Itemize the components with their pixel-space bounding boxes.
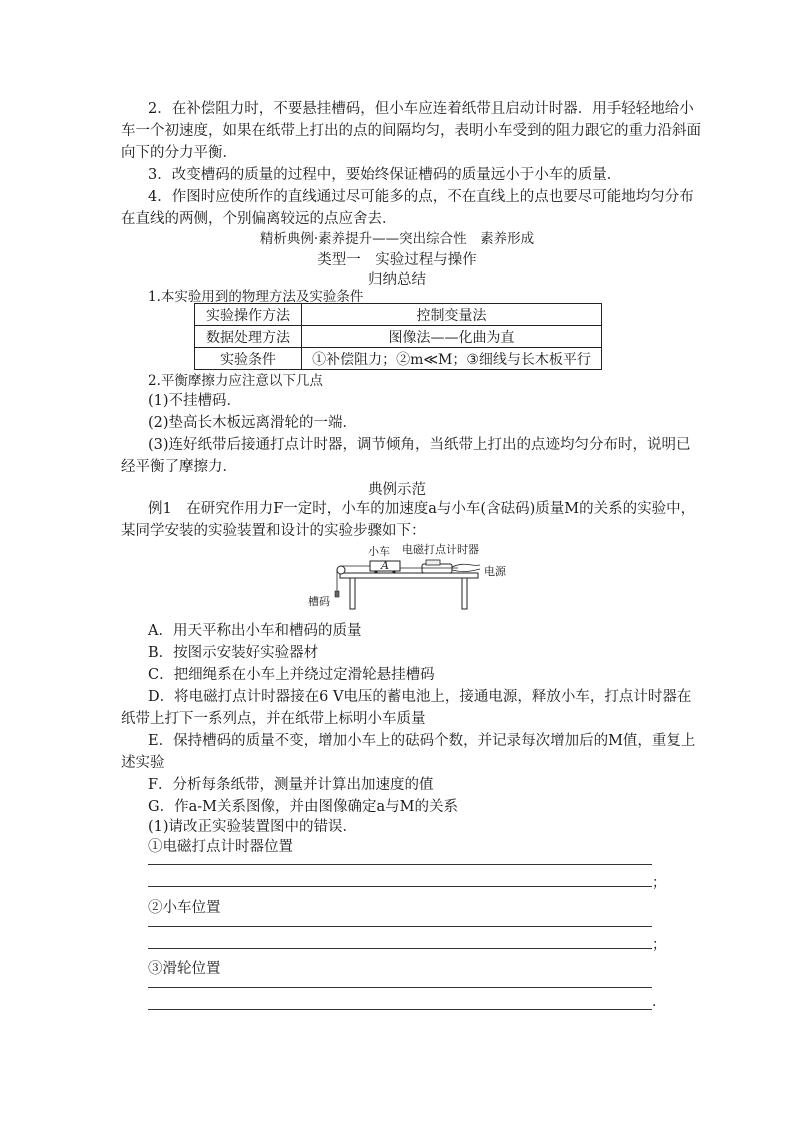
summary-point-1-title: 1.本实验用到的物理方法及实验条件 [148,289,364,305]
sub-question-3: ③滑轮位置 [148,961,221,977]
figure-label-car: 小车 [368,545,390,558]
note-2-line-1: 2．在补偿阻力时，不要悬挂槽码，但小车应连着纸带且启动计时器．用手轻轻地给小 [148,101,694,117]
answer-line[interactable] [148,926,652,927]
step-item: B．按图示安装好实验器材 [148,645,319,661]
step-item: C．把细绳系在小车上并绕过定滑轮悬挂槽码 [148,667,435,683]
answer-line[interactable] [148,948,652,949]
table-row [195,326,602,348]
step-item: 述实验 [121,755,165,771]
table-cell: 图像法——化曲为直 [302,326,602,348]
summary-item: (3)连好纸带后接通打点计时器，调节倾角，当纸带上打出的点迹均匀分布时，说明已 [148,437,691,453]
step-item: 纸带上打下一系列点，并在纸带上标明小车质量 [121,711,426,727]
summary-item: (2)垫高长木板远离滑轮的一端． [148,415,358,431]
example-block-heading: 典例示范 [368,482,426,498]
summary-heading: 归纳总结 [368,272,426,288]
table-cell: 控制变量法 [302,304,602,326]
figure-label-timer: 电磁打点计时器 [402,543,479,556]
line-end-mark: ； [652,875,666,891]
table-row [195,348,602,370]
answer-line[interactable] [148,864,652,865]
note-4-line-1: 4．作图时应使所作的直线通过尽可能多的点，不在直线上的点也要尽可能地均匀分布 [148,189,694,205]
question-1: (1)请改正实验装置图中的错误． [148,819,358,835]
note-3: 3．改变槽码的质量的过程中，要始终保证槽码的质量远小于小车的质量． [148,167,622,183]
summary-item: (1)不挂槽码． [148,393,242,409]
answer-line[interactable] [148,1009,652,1010]
methods-table [194,303,602,370]
table-row [195,304,602,326]
answer-line[interactable] [148,886,652,887]
figure-label-weight: 槽码 [308,595,330,608]
step-item: F．分析每条纸带，测量并计算出加速度的值 [148,777,434,793]
type-heading: 类型一 实验过程与操作 [317,252,477,268]
example-line-1: 例1 在研究作用力F一定时，小车的加速度a与小车(含砝码)质量M的关系的实验中， [148,501,696,517]
answer-line[interactable] [148,987,652,988]
step-item: A．用天平称出小车和槽码的质量 [148,623,362,639]
apparatus-figure [308,543,506,611]
note-4-line-2: 在直线的两侧，个别偏离较远的点应舍去． [121,211,397,227]
table-cell: 数据处理方法 [195,326,302,348]
summary-point-2-title: 2.平衡摩擦力应注意以下几点 [148,373,323,389]
step-item: D．将电磁打点计时器接在6 V电压的蓄电池上，接通电源，释放小车，打点计时器在 [148,689,692,705]
sub-question-1: ①电磁打点计时器位置 [148,839,293,855]
step-item: E．保持槽码的质量不变，增加小车上的砝码个数，并记录每次增加后的M值，重复上 [148,733,696,749]
note-2-line-3: 向下的分力平衡． [121,145,237,161]
table-cell: ①补偿阻力；②m≪M；③细线与长木板平行 [302,348,602,370]
example-line-2: 某同学安装的实验装置和设计的实验步骤如下： [121,523,426,539]
table-cell: 实验条件 [195,348,302,370]
figure-label-power: 电源 [484,565,506,578]
figure-label-block: A [381,559,389,572]
sub-question-2: ②小车位置 [148,900,221,916]
table-cell: 实验操作方法 [195,304,302,326]
line-end-mark: . [652,994,657,1010]
note-2-line-2: 车一个初速度，如果在纸带上打出的点的间隔均匀，表明小车受到的阻力跟它的重力沿斜面 [121,123,701,139]
line-end-mark: ； [652,937,666,953]
summary-item: 经平衡了摩擦力． [121,459,237,475]
section-heading: 精析典例·素养提升——突出综合性 素养形成 [259,231,535,247]
step-item: G．作a-M关系图像，并由图像确定a与M的关系 [148,799,458,815]
